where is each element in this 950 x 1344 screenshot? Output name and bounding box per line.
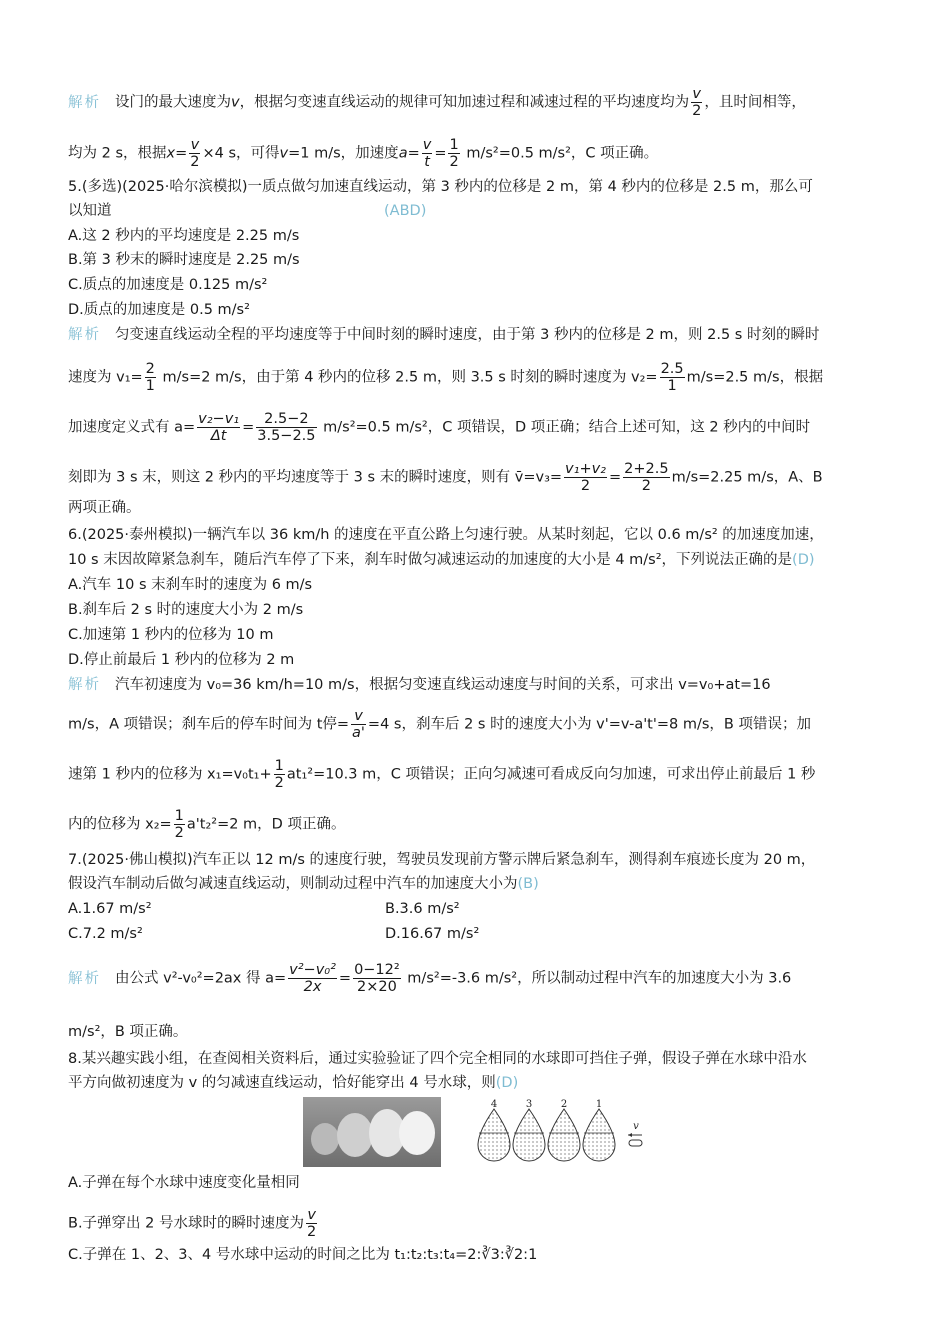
text: m/s=2.5 m/s，根据 <box>686 369 824 386</box>
text: 速度为 v₁= <box>68 369 143 386</box>
numerator: v²−v₀² <box>289 962 336 978</box>
numerator: v₂−v₁ <box>198 411 240 427</box>
q7-option-d: D.16.67 m/s² <box>385 926 480 942</box>
var-v: v <box>231 94 240 111</box>
water-ball-diagram-svg <box>472 1097 652 1167</box>
analysis-tag: 解析 <box>68 327 101 343</box>
q7-option-b: B.3.6 m/s² <box>385 901 460 917</box>
numerator: v₁+v₂ <box>565 461 606 477</box>
numerator: 2.5 <box>660 361 684 377</box>
denominator: 1 <box>145 378 155 394</box>
denominator: 2 <box>692 103 702 119</box>
q5-answer: (ABD) <box>384 203 427 219</box>
fraction <box>353 962 401 995</box>
q7-answer: (B) <box>517 876 539 892</box>
photo-ball-2 <box>337 1113 373 1157</box>
fraction <box>145 361 156 394</box>
q6-analysis-line-2 <box>68 708 811 741</box>
denominator: 2 <box>190 154 200 170</box>
q5-option-a: A.这 2 秒内的平均速度是 2.25 m/s <box>68 228 300 244</box>
fraction <box>189 137 200 170</box>
text: 均为 2 s，根据 <box>68 145 167 162</box>
q8-stem-line-2 <box>68 1073 518 1093</box>
text: = <box>608 469 622 486</box>
water-ball-diagram <box>472 1097 652 1167</box>
q5-analysis-line-1 <box>68 325 819 345</box>
q5-analysis-line-4 <box>68 461 823 494</box>
denominator: 2x <box>303 979 322 995</box>
numerator: 2 <box>145 361 155 377</box>
q7-analysis-line-1 <box>68 962 791 995</box>
q6-analysis-line-4 <box>68 808 345 841</box>
text: 加速度定义式有 a= <box>68 419 196 436</box>
text: =4 s，刹车后 2 s 时的速度大小为 v'=v-a't'=8 m/s，B 项错误；加 <box>367 716 811 733</box>
fraction <box>306 1207 317 1240</box>
q8-option-b <box>68 1207 319 1240</box>
ball-label-2: 2 <box>560 1099 568 1110</box>
text: a't₂²=2 m，D 项正确。 <box>186 816 346 833</box>
ball-2 <box>548 1109 580 1161</box>
denominator: 2 <box>580 478 591 494</box>
text: 匀变速直线运动全程的平均速度等于中间时刻的瞬时速度，由于第 3 秒内的位移是 2 m，则 2.5 s 时刻的瞬时 <box>115 327 820 343</box>
text: 以知道 <box>68 203 112 219</box>
fraction <box>274 758 285 791</box>
text: 由公式 v²-v₀²=2ax 得 a= <box>115 970 287 987</box>
denominator: 1 <box>667 378 677 394</box>
q6-stem-line-1: 6.(2025·泰州模拟)一辆汽车以 36 km/h 的速度在平直公路上匀速行驶。从某时刻起，它以 0.6 m/s² 的加速度加速， <box>68 527 824 543</box>
numerator: v <box>190 137 200 153</box>
text: ，且时间相等， <box>704 94 806 111</box>
denominator: 2 <box>307 1224 317 1240</box>
ball-3 <box>513 1109 545 1161</box>
text: 刻即为 3 s 末，则这 2 秒内的平均速度等于 3 s 末的瞬时速度，则有 v̄=v₃= <box>68 469 563 486</box>
text: = <box>407 145 420 162</box>
denominator: Δt <box>210 428 227 444</box>
text: 10 s 末因故障紧急刹车，随后汽车停了下来，刹车时做匀减速运动的加速度的大小是 4 m/s²，下列说法正确的是 <box>68 552 793 568</box>
text: = <box>242 419 255 436</box>
text: = <box>338 970 352 987</box>
text: B.子弹穿出 2 号水球时的瞬时速度为 <box>68 1215 304 1232</box>
text: m/s²=0.5 m/s²，C 项正确。 <box>461 145 659 162</box>
text: at₁²=10.3 m，C 项错误；正向匀减速可看成反向匀加速，可求出停止前最后 1 秒 <box>286 766 816 783</box>
q6-answer: (D) <box>792 552 815 568</box>
numerator: v <box>692 86 701 102</box>
photo-ball-1 <box>311 1123 339 1155</box>
numerator: v <box>307 1207 316 1223</box>
q5-option-c: C.质点的加速度是 0.125 m/s² <box>68 277 268 293</box>
q5-analysis-line-3 <box>68 411 810 444</box>
q8-option-a: A.子弹在每个水球中速度变化量相同 <box>68 1175 300 1191</box>
fraction <box>422 137 433 170</box>
q4-analysis-line-2 <box>68 137 658 170</box>
q5-stem-line-2 <box>68 201 112 221</box>
fraction <box>256 411 316 444</box>
numerator: 1 <box>174 808 184 824</box>
text: 设门的最大速度为 <box>115 94 231 111</box>
fraction <box>623 461 669 494</box>
text: m/s²=-3.6 m/s²，所以制动过程中汽车的加速度大小为 3.6 <box>402 970 792 987</box>
numerator: v <box>351 708 366 725</box>
fraction <box>660 361 685 394</box>
q5-stem-line-1: 5.(多选)(2025·哈尔滨模拟)一质点做匀加速直线运动，第 3 秒内的位移是 2 m，第 4 秒内的位移是 2.5 m，那么可 <box>68 179 813 195</box>
q6-option-a: A.汽车 10 s 末刹车时的速度为 6 m/s <box>68 577 313 593</box>
numerator: v <box>422 137 432 153</box>
analysis-tag: 解析 <box>68 970 101 987</box>
velocity-arrow-head <box>628 1133 632 1137</box>
q6-option-c: C.加速第 1 秒内的位移为 10 m <box>68 627 274 643</box>
text: 平方向做初速度为 v 的匀减速直线运动，恰好能穿出 4 号水球，则 <box>68 1075 496 1091</box>
ball-label-1: 1 <box>595 1099 603 1110</box>
text: m/s，A 项错误；刹车后的停车时间为 t停= <box>68 716 350 733</box>
denominator: 2 <box>641 478 651 494</box>
analysis-tag: 解析 <box>68 677 101 693</box>
text: 假设汽车制动后做匀减速直线运动，则制动过程中汽车的加速度大小为 <box>68 876 518 892</box>
text: ，根据匀变速直线运动的规律可知加速过程和减速过程的平均速度均为 <box>239 94 690 111</box>
q6-analysis-line-3 <box>68 758 815 791</box>
text: 速第 1 秒内的位移为 x₁=v₀t₁+ <box>68 766 272 783</box>
q6-analysis-line-1 <box>68 675 771 695</box>
fraction <box>448 137 459 170</box>
text: m/s=2 m/s，由于第 4 秒内的位移 2.5 m，则 3.5 s 时刻的瞬时速度为 v₂= <box>157 369 658 386</box>
ball-4 <box>478 1109 510 1161</box>
q7-option-a: A.1.67 m/s² <box>68 901 152 917</box>
denominator: t <box>424 154 430 170</box>
numerator: 0−12² <box>354 962 400 978</box>
text: = <box>175 145 188 162</box>
denominator: 2 <box>449 154 459 170</box>
q8-stem-line-1: 8.某兴趣实践小组，在查阅相关资料后，通过实验验证了四个完全相同的水球即可挡住子弹，假设子弹在水球中沿水 <box>68 1051 807 1067</box>
fraction <box>351 708 366 741</box>
denominator: a' <box>352 725 365 741</box>
fraction <box>174 808 185 841</box>
q5-analysis-line-5: 两项正确。 <box>68 500 141 516</box>
water-balls-photo-drawing <box>303 1097 441 1167</box>
fraction <box>288 962 337 995</box>
q4-analysis-line-1 <box>68 86 806 119</box>
text: =1 m/s，加速度 <box>288 145 399 162</box>
ball-1 <box>583 1109 615 1161</box>
text: m/s²=0.5 m/s²，C 项错误，D 项正确；结合上述可知，这 2 秒内的中间时 <box>318 419 811 436</box>
denominator: 2 <box>274 775 284 791</box>
q5-option-b: B.第 3 秒末的瞬时速度是 2.25 m/s <box>68 252 300 268</box>
q5-analysis-line-2 <box>68 361 823 394</box>
velocity-label: v <box>633 1121 639 1132</box>
q7-stem-line-1: 7.(2025·佛山模拟)汽车正以 12 m/s 的速度行驶，驾驶员发现前方警示牌后紧急刹车，测得刹车痕迹长度为 20 m， <box>68 852 816 868</box>
photo-ball-4 <box>399 1111 435 1155</box>
fraction <box>564 461 607 494</box>
q7-stem-line-2 <box>68 874 539 894</box>
var-v: v <box>279 145 289 162</box>
q7-option-c: C.7.2 m/s² <box>68 926 143 942</box>
q7-analysis-line-2: m/s²，B 项正确。 <box>68 1024 188 1040</box>
q6-option-b: B.刹车后 2 s 时的速度大小为 2 m/s <box>68 602 304 618</box>
q8-answer: (D) <box>495 1075 519 1091</box>
denominator: 2×20 <box>356 979 397 995</box>
q8-option-c: C.子弹在 1、2、3、4 号水球中运动的时间之比为 t₁:t₂:t₃:t₄=2:∛3:∛2:1 <box>68 1247 538 1263</box>
bullet <box>629 1140 642 1146</box>
text: 内的位移为 x₂= <box>68 816 172 833</box>
var-a: a <box>398 145 408 162</box>
text: = <box>434 145 447 162</box>
analysis-tag: 解析 <box>68 94 101 111</box>
q5-option-d: D.质点的加速度是 0.5 m/s² <box>68 302 250 318</box>
numerator: 2.5−2 <box>256 411 316 428</box>
text: m/s=2.25 m/s，A、B <box>671 469 823 486</box>
ball-label-4: 4 <box>490 1099 498 1110</box>
ball-label-3: 3 <box>525 1099 533 1110</box>
denominator: 2 <box>174 825 184 841</box>
q6-stem-line-2 <box>68 550 815 570</box>
text: ×4 s，可得 <box>202 145 280 162</box>
numerator: 2+2.5 <box>624 461 669 477</box>
numerator: 1 <box>449 137 459 153</box>
numerator: 1 <box>274 758 284 774</box>
fraction <box>197 411 240 444</box>
var-x: x <box>166 145 176 162</box>
text: 汽车初速度为 v₀=36 km/h=10 m/s，根据匀变速直线运动速度与时间的关系，可求出 v=v₀+at=16 <box>115 677 771 693</box>
denominator: 3.5−2.5 <box>257 428 316 444</box>
q6-option-d: D.停止前最后 1 秒内的位移为 2 m <box>68 652 295 668</box>
fraction <box>691 86 702 119</box>
water-balls-photo <box>303 1097 441 1167</box>
